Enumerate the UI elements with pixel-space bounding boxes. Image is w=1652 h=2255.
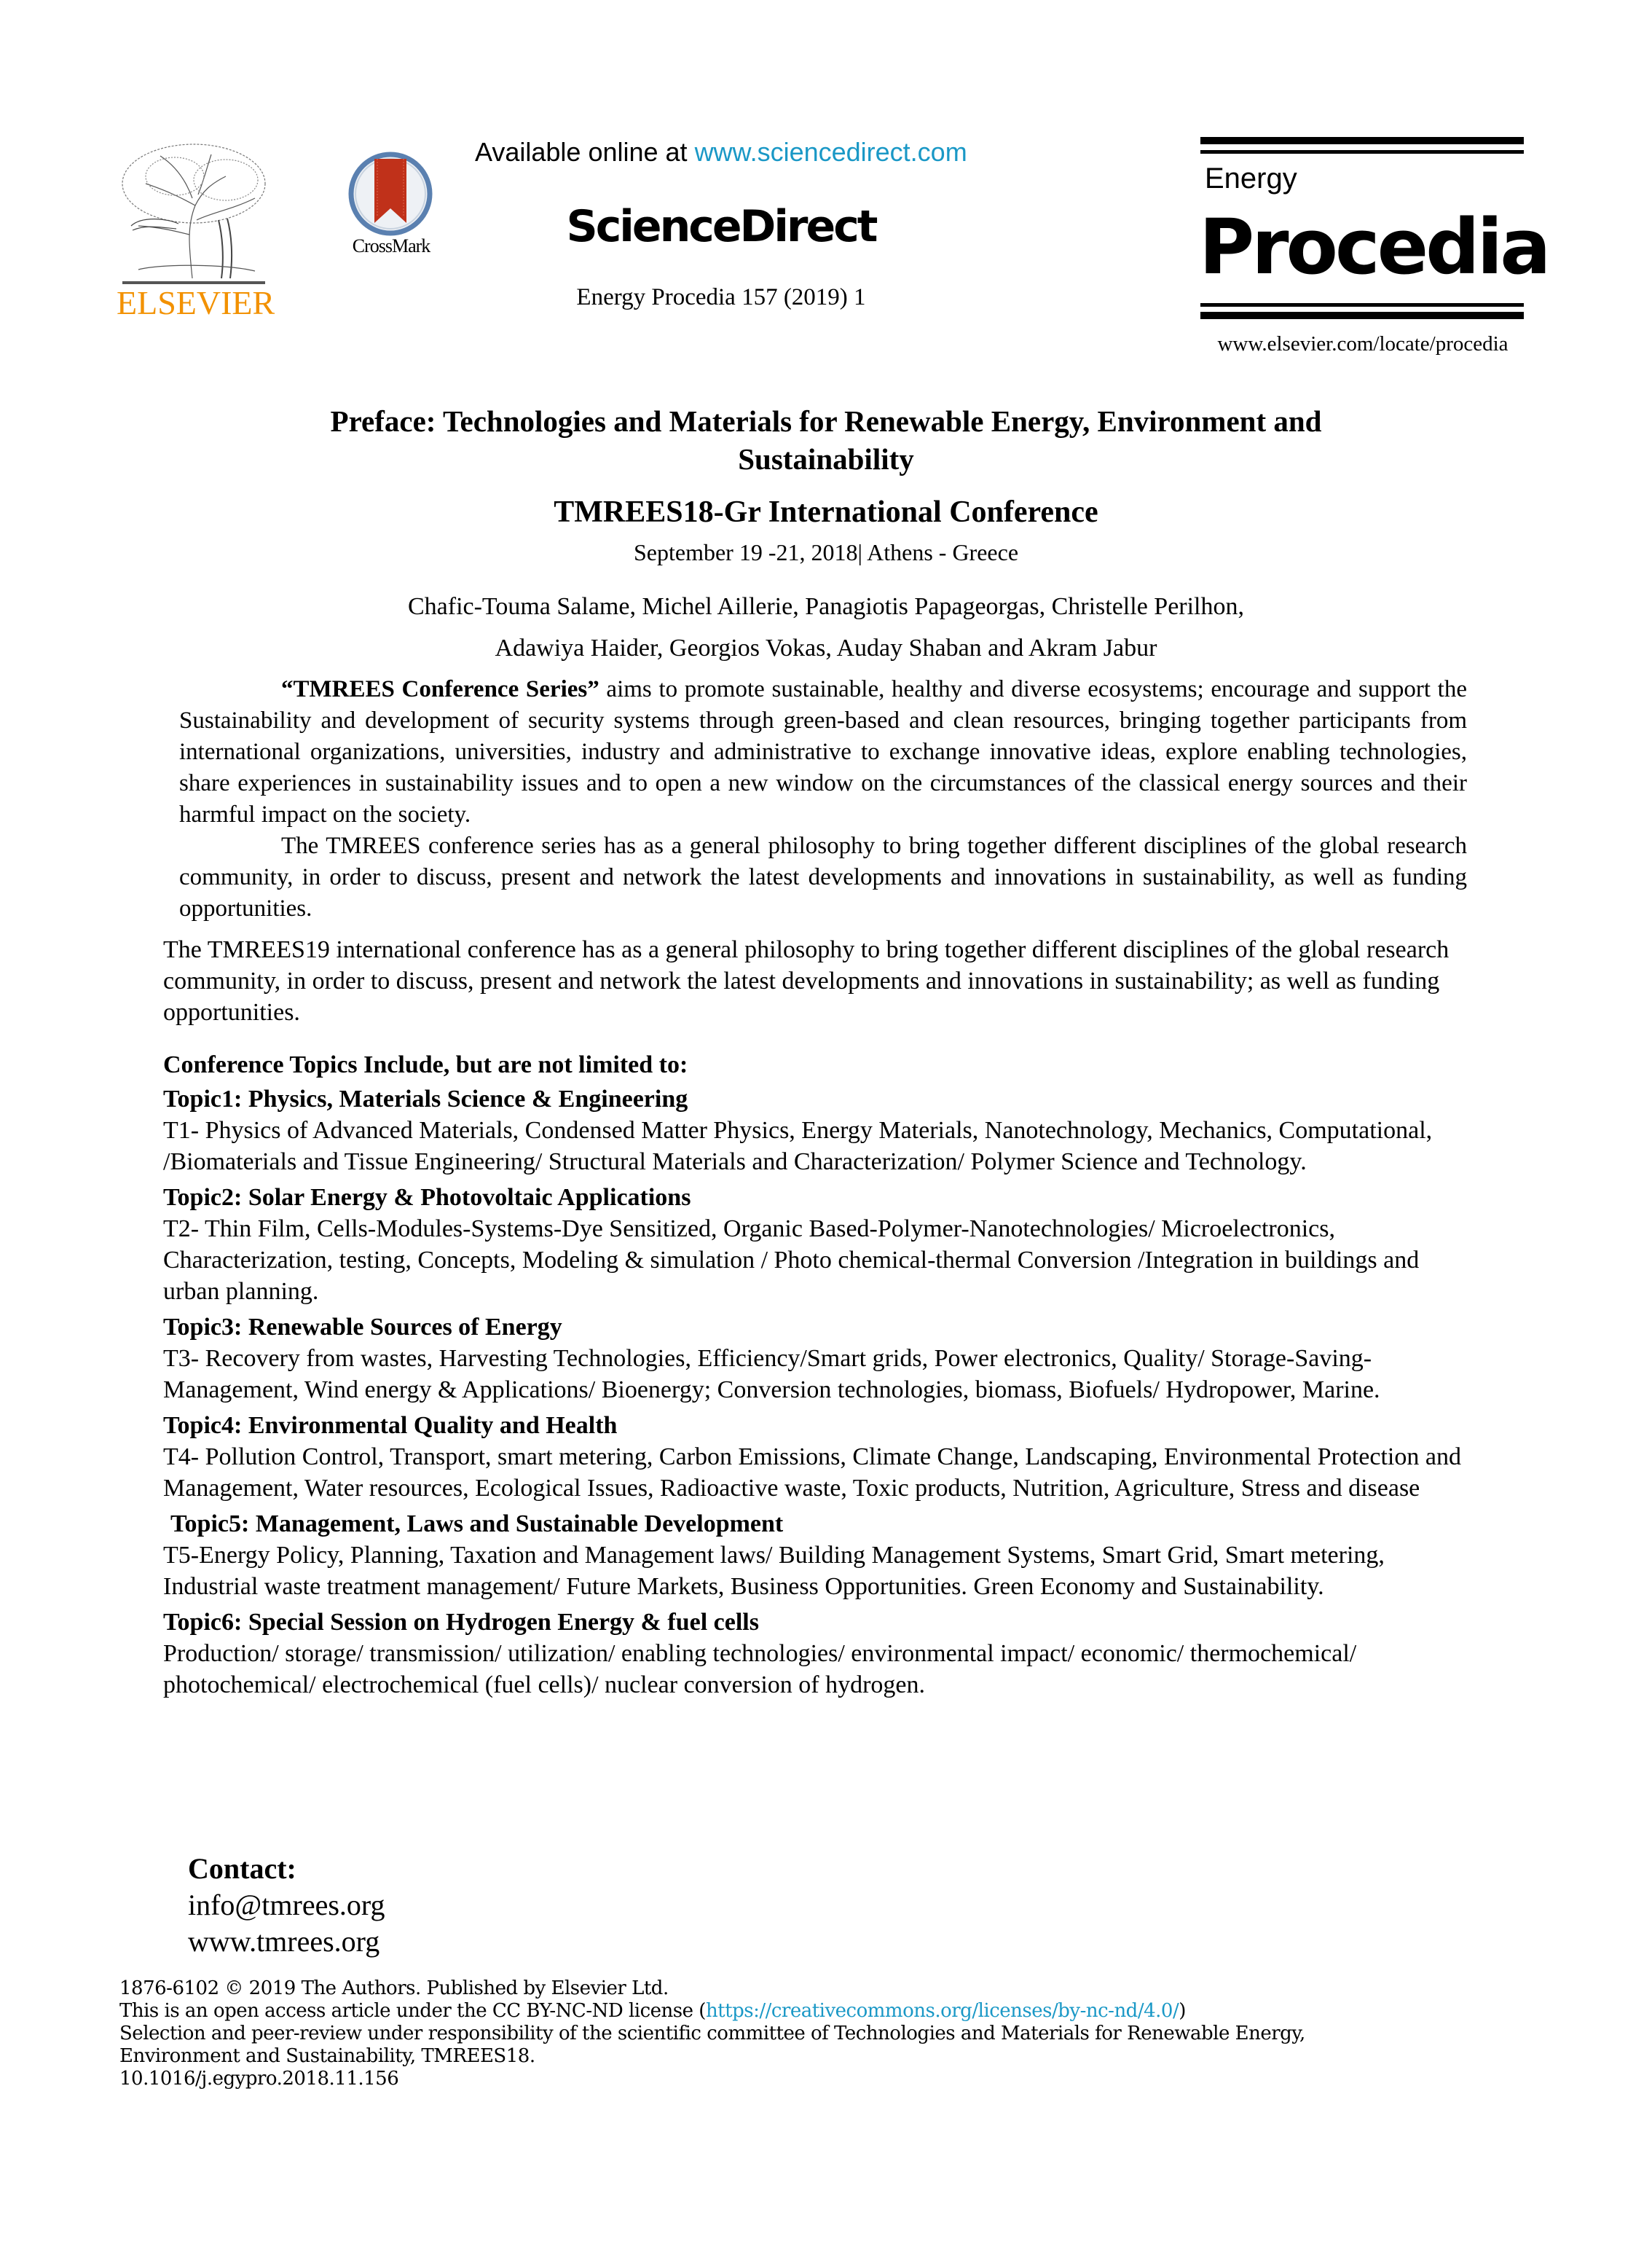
license-link[interactable]: https://creativecommons.org/licenses/by-nc-nd/4.0/ — [705, 2000, 1179, 2022]
topic-body: T5-Energy Policy, Planning, Taxation and Management laws/ Building Management Systems, Smart Grid, Smart metering, Industrial waste treatment management/ Future Markets, Business Opportunities. Green Economy and Sustainability. — [163, 1542, 1385, 1600]
journal-citation: Energy Procedia 157 (2019) 1 — [576, 284, 866, 310]
topic-title: Topic2: Solar Energy & Photovoltaic Applications — [163, 1184, 691, 1211]
series-name-bold: “TMREES Conference Series” — [281, 676, 599, 702]
authors-line1: Chafic-Touma Salame, Michel Aillerie, Panagiotis Papageorgas, Christelle Perilhon, — [407, 593, 1244, 620]
available-online-text: Available online at — [475, 137, 695, 167]
logo-rule-top-thin — [1200, 150, 1524, 154]
article-title — [146, 402, 1506, 478]
contact-label: Contact: — [188, 1852, 296, 1885]
elsevier-tree-logo-icon — [117, 140, 271, 286]
author-list — [146, 586, 1506, 669]
logo-rule-bottom-thin — [1200, 303, 1524, 307]
authors-line2: Adawiya Haider, Georgios Vokas, Auday Shaban and Akram Jabur — [495, 635, 1157, 662]
conference-topics — [163, 1049, 1474, 1705]
doi-line[interactable]: 10.1016/j.egypro.2018.11.156 — [119, 2068, 399, 2090]
topic-body: T1- Physics of Advanced Materials, Condensed Matter Physics, Energy Materials, Nanotechnology, Mechanics, Computational, /Biomaterials and Tissue Engineering/ Structural Materials and Characterization/ Polymer Science and Technology. — [163, 1117, 1433, 1175]
topic-title: Topic4: Environmental Quality and Health — [163, 1412, 618, 1439]
sciencedirect-link[interactable]: www.sciencedirect.com — [694, 137, 967, 167]
energy-procedia-logo — [1199, 137, 1549, 319]
intro-paragraph-1-text: aims to promote sustainable, healthy and diverse ecosystems; encourage and support the Sustainability and development of security systems through green-based and clean resources, bringing together participants from international organizations, universities, industry and administrative to exchange innovative ideas, explore enabling technologies, share experiences in sustainability issues and to open a new window on the circumstances of the classical energy sources and their harmful impact on the society. — [179, 676, 1467, 828]
topic-title: Topic5: Management, Laws and Sustainable Development — [170, 1510, 784, 1537]
logo-rule-bottom-thick — [1200, 312, 1524, 319]
article-title-line1: Preface: Technologies and Materials for Renewable Energy, Environment and — [330, 404, 1322, 438]
license-line — [119, 2000, 1547, 2023]
peer-review-line-1: Selection and peer-review under responsibility of the scientific committee of Technologies and Materials for Renewable Energy, — [119, 2023, 1305, 2044]
contact-block — [188, 1851, 385, 1960]
intro-paragraph-3: The TMREES19 international conference has as a general philosophy to bring together different disciplines of the global research community, in order to discuss, present and network the latest developments and innovations in sustainability; as well as funding opportunities. — [163, 936, 1450, 1026]
logo-procedia-text: Procedia — [1199, 203, 1549, 291]
conference-name: TMREES18-Gr International Conference — [554, 495, 1098, 529]
topics-heading: Conference Topics Include, but are not limited to: — [163, 1051, 688, 1078]
license-suffix: ) — [1179, 2000, 1186, 2022]
peer-review-line-2: Environment and Sustainability, TMREES18. — [119, 2045, 535, 2067]
crossmark-badge-icon[interactable] — [348, 152, 433, 236]
article-title-line2: Sustainability — [738, 442, 914, 476]
issn-copyright-line: 1876-6102 © 2019 The Authors. Published by Elsevier Ltd. — [119, 1977, 669, 1999]
topic-body: T4- Pollution Control, Transport, smart metering, Carbon Emissions, Climate Change, Landscaping, Environmental Protection and Management, Water resources, Ecological Issues, Radioactive waste, Toxic products, Nutrition, Agriculture, Stress and disease — [163, 1443, 1461, 1502]
journal-homepage-url[interactable]: www.elsevier.com/locate/procedia — [1217, 332, 1509, 356]
license-prefix: This is an open access article under the CC BY-NC-ND license ( — [119, 2000, 706, 2022]
logo-rule-top-thick — [1200, 137, 1524, 144]
topic-title: Topic6: Special Session on Hydrogen Energy & fuel cells — [163, 1609, 759, 1636]
topic-body: Production/ storage/ transmission/ utilization/ enabling technologies/ environmental impact/ economic/ thermochemical/ photochemical/ electrochemical (fuel cells)/ nuclear conversion of hydrogen. — [163, 1640, 1357, 1698]
intro-paragraph-2: The TMREES conference series has as a general philosophy to bring together different disciplines of the global research community, in order to discuss, present and network the latest developments and innovations in sustainability, as well as funding opportunities. — [179, 833, 1467, 922]
contact-email[interactable]: info@tmrees.org — [188, 1889, 385, 1921]
sciencedirect-brand: ScienceDirect — [566, 201, 876, 252]
contact-website[interactable]: www.tmrees.org — [188, 1925, 380, 1958]
available-online-line — [475, 137, 999, 168]
copyright-footer — [119, 1977, 1547, 2090]
topic-title: Topic1: Physics, Materials Science & Engineering — [163, 1086, 688, 1113]
topic-body: T3- Recovery from wastes, Harvesting Technologies, Efficiency/Smart grids, Power electronics, Quality/ Storage-Saving-Management, Wind energy & Applications/ Bioenergy; Conversion technologies, biomass, Biofuels/ Hydropower, Marine. — [163, 1345, 1380, 1403]
elsevier-wordmark: ELSEVIER — [117, 284, 275, 321]
crossmark-label: CrossMark — [352, 235, 430, 256]
conference-dates: September 19 -21, 2018| Athens - Greece — [633, 539, 1019, 565]
logo-energy-text: Energy — [1205, 162, 1297, 195]
topic-body: T2- Thin Film, Cells-Modules-Systems-Dye Sensitized, Organic Based-Polymer-Nanotechnologies/ Microelectronics, Characterization, testing, Concepts, Modeling & simulation / Photo chemical-thermal Conversion /Integration in buildings and urban planning. — [163, 1215, 1420, 1305]
topic-title: Topic3: Renewable Sources of Energy — [163, 1314, 562, 1341]
intro-paragraph-1 — [179, 674, 1467, 831]
